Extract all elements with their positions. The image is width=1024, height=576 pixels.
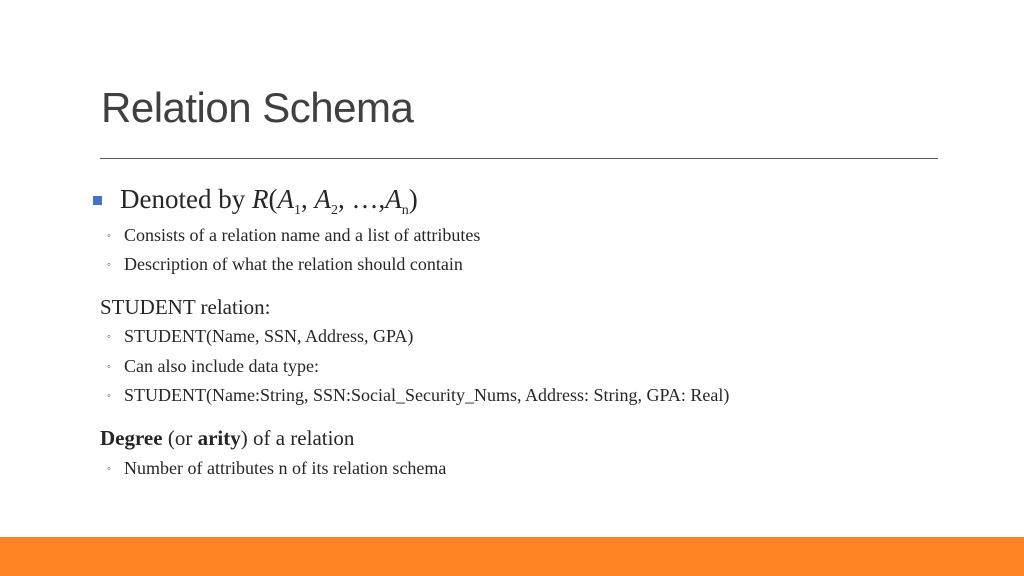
subscript-2: 2 bbox=[330, 203, 338, 218]
footer-accent-bar bbox=[0, 537, 1024, 576]
list-item bbox=[107, 252, 463, 277]
list-item-text: Description of what the relation should contain bbox=[124, 254, 463, 274]
denoted-by-line bbox=[120, 181, 418, 217]
separator-2: , …, bbox=[337, 184, 386, 214]
slide-title: Relation Schema bbox=[101, 84, 414, 131]
circle-bullet-icon: ◦ bbox=[107, 390, 111, 402]
degree-heading bbox=[100, 424, 354, 452]
attribute-symbol-n: A bbox=[385, 184, 402, 214]
degree-mid-1: (or bbox=[162, 426, 198, 450]
circle-bullet-icon: ◦ bbox=[107, 463, 111, 475]
relation-symbol: R bbox=[251, 184, 269, 214]
list-item-text: Can also include data type: bbox=[124, 356, 319, 376]
list-item bbox=[107, 354, 319, 379]
list-item bbox=[107, 223, 480, 248]
circle-bullet-icon: ◦ bbox=[107, 361, 111, 373]
list-item bbox=[107, 383, 729, 408]
close-paren: ) bbox=[408, 184, 418, 214]
attribute-symbol-2: A bbox=[314, 184, 331, 214]
denoted-lead: Denoted by bbox=[120, 184, 252, 214]
circle-bullet-icon: ◦ bbox=[107, 230, 111, 242]
square-bullet-icon bbox=[93, 196, 102, 205]
list-item bbox=[107, 456, 446, 481]
list-item-text: Consists of a relation name and a list of attributes bbox=[124, 225, 481, 245]
separator-1: , bbox=[300, 184, 315, 214]
subscript-n: n bbox=[401, 203, 409, 218]
open-paren: ( bbox=[268, 184, 278, 214]
title-divider bbox=[100, 158, 938, 159]
attribute-symbol-1: A bbox=[277, 184, 294, 214]
list-item-text: STUDENT(Name, SSN, Address, GPA) bbox=[124, 326, 414, 346]
circle-bullet-icon: ◦ bbox=[107, 259, 111, 271]
student-heading: STUDENT relation: bbox=[100, 295, 271, 319]
circle-bullet-icon: ◦ bbox=[107, 331, 111, 343]
arity-term: arity bbox=[197, 426, 241, 450]
list-item bbox=[107, 324, 413, 349]
list-item-text: STUDENT(Name:String, SSN:Social_Security_Nums, Address: String, GPA: Real) bbox=[124, 385, 730, 405]
degree-term: Degree bbox=[100, 426, 163, 450]
subscript-1: 1 bbox=[293, 203, 301, 218]
degree-mid-2: ) of a relation bbox=[240, 426, 355, 450]
list-item-text: Number of attributes n of its relation schema bbox=[124, 458, 447, 478]
